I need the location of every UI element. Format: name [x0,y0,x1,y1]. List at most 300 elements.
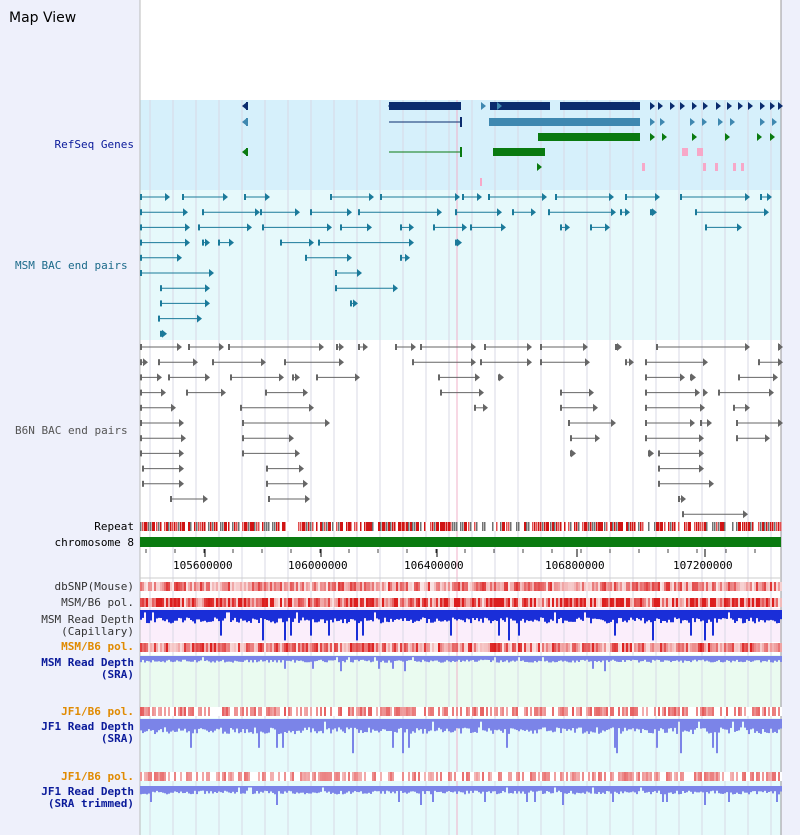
msm-pol-sra-bin [284,643,286,652]
bac-end [242,450,244,456]
jf1-depth-bin [564,719,566,729]
msm-depth-sra-bin [750,656,752,662]
repeat-mark [760,522,762,531]
repeat-mark [732,522,734,531]
jf1-pol-bin [676,707,678,716]
msm-pol-bin [450,598,452,607]
jf1-pol-trim-bin [178,772,180,781]
dbsnp-bin [692,582,694,591]
jf1-pol-trim-bin [696,772,698,781]
jf1-trim-bin [294,786,296,794]
dbsnp-bin [308,582,310,591]
msm-depth-sra-bin [346,656,348,660]
jf1-trim-bin [282,786,284,794]
repeat-mark [588,522,590,531]
dbsnp-bin [744,582,746,591]
msm-depth-cap-bin [748,610,750,621]
msm-depth-sra-bin [172,656,174,662]
jf1-depth-bin [418,719,420,730]
jf1-pol-trim-bin [576,772,578,781]
dbsnp-bin [642,582,644,591]
msm-pol-bin [404,598,406,607]
jf1-pol-trim-bin [302,772,304,781]
msm-pol-sra-bin [460,643,462,652]
bac-end [380,194,382,200]
msm-depth-cap-bin [340,610,342,620]
jf1-depth-bin [164,719,166,727]
jf1-depth-bin [370,719,372,733]
bac-end [625,359,627,365]
jf1-pol-trim-bin [776,772,778,781]
dbsnp-bin [334,582,336,591]
dbsnp-bin [328,582,330,591]
jf1-pol-bin [264,707,266,716]
msm-depth-sra-bin [710,656,712,662]
msm-pol-sra-bin [206,643,208,652]
jf1-pol-bin [166,707,168,716]
msm-depth-sra-bin [766,656,768,662]
msm-pol-bin [776,598,778,607]
dbsnp-bin [596,582,598,591]
msm-pol-sra-bin [598,643,600,652]
jf1-pol-bin [280,707,282,716]
jf1-pol-bin [238,707,240,716]
msm-pol-bin [340,598,342,607]
msm-depth-cap-bin [210,610,212,622]
msm-depth-sra-bin [550,656,552,662]
msm-pol-bin [420,598,422,607]
jf1-trim-bin [152,786,154,792]
jf1-pol-trim-bin [230,772,232,781]
dbsnp-bin [156,582,158,591]
jf1-trim-bin [308,786,310,793]
msm-pol-sra-bin [142,643,144,652]
bac-end [228,344,230,350]
msm-pol-sra-bin [470,643,472,652]
jf1-pol-bin [552,707,554,716]
jf1-pol-bin [486,707,488,716]
jf1-pol-trim-bin [730,772,732,781]
msm-depth-sra-bin [520,656,522,661]
jf1-pol-trim-bin [592,772,594,781]
refseq-genes-label[interactable]: RefSeq Genes [54,138,134,151]
msm-depth-sra-bin [310,656,312,662]
msm-pol-sra-bin [654,643,656,652]
jf1-depth-bin [280,719,282,733]
msm-pol-sra-bin [668,643,670,652]
dbsnp-bin [712,582,714,591]
jf1-pol-bin [464,707,466,716]
repeat-mark [242,522,244,531]
msm-pol-bin [448,598,450,607]
dbsnp-bin [624,582,626,591]
msm-pol-sra-bin [582,643,584,652]
msm-depth-cap-bin [716,610,718,623]
msm-pol-sra-bin [452,643,454,652]
dbsnp-bin [504,582,506,591]
jf1-pol-trim-bin [176,772,178,781]
jf1-pol-bin [704,707,706,716]
bac-end [140,359,142,365]
jf1-pol-bin [230,707,232,716]
dbsnp-bin [264,582,266,591]
jf1-pol-bin [250,707,252,716]
msm-depth-sra-bin [658,656,660,660]
jf1-trim-bin [542,786,544,794]
msm-pol-sra-bin [548,643,550,652]
dbsnp-bin [694,582,696,591]
jf1-depth-bin [224,719,226,732]
jf1-depth-bin [748,719,750,734]
msm-depth-cap-bin [244,610,246,620]
repeat-mark [768,522,770,531]
jf1-pol-bin [186,707,188,716]
msm-pol-bin [560,598,562,607]
dbsnp-bin [630,582,632,591]
bac-end [280,240,282,246]
msm-pol-bin [578,598,580,607]
msm-pol-sra-bin [660,643,662,652]
jf1-depth-bin [450,719,452,732]
msm-depth-sra-bin [670,656,672,662]
repeat-mark [638,522,640,531]
jf1-trim-bin [532,786,534,792]
jf1-trim-bin [478,786,480,792]
msm-depth-sra-bin [144,656,146,663]
msm-depth-cap-bin [706,610,708,623]
msm-pol-bin [348,598,350,607]
msm-pol-bin [402,598,404,607]
dbsnp-bin [762,582,764,591]
jf1-pol-trim-bin [556,772,558,781]
msm-depth-sra-bin [660,656,662,662]
jf1-pol-bin [314,707,316,716]
snp-mark [703,163,706,171]
msm-depth-sra-bin [184,656,186,660]
repeat-mark [316,522,318,531]
msm-depth-sra-bin [158,656,160,661]
jf1-trim-bin [370,786,372,794]
dbsnp-bin [732,582,734,591]
msm-pol-bin [630,598,632,607]
jf1-pol-bin [428,707,430,716]
jf1-depth-bin [162,719,164,732]
msm-depth-sra-bin [656,656,658,660]
jf1-pol-trim-bin [772,772,774,781]
jf1-depth-bin [416,719,418,728]
msm-pol-bin [412,598,414,607]
msm-depth-cap-bin [274,610,276,623]
jf1-trim-bin [318,786,320,793]
msm-pol-sra-bin [764,643,766,652]
jf1-pol-trim-bin [682,772,684,781]
jf1-trim-bin [340,786,342,791]
msm-depth-sra-bin [756,656,758,660]
msm-depth-cap-bin [578,610,580,618]
msm-pol-bin [184,598,186,607]
msm-depth-cap-bin [562,610,564,623]
msm-pol-bin [766,598,768,607]
repeat-mark [764,522,766,531]
jf1-pol-bin [294,707,296,716]
msm-depth-sra-bin [142,656,144,660]
jf1-depth-bin [580,719,582,728]
msm-depth-cap-bin [450,610,452,636]
jf1-pol-trim-bin [586,772,588,781]
dbsnp-bin [570,582,572,591]
msm-depth-sra-bin [366,656,368,661]
jf1-pol-trim-bin [318,772,320,781]
repeat-mark [546,522,549,531]
msm-pol-sra-bin [372,643,374,652]
msm-depth-sra-bin [358,656,360,661]
bac-end [656,344,658,350]
repeat-mark [322,522,324,531]
msm-depth-sra-bin [434,656,436,661]
jf1-pol-trim-bin [462,772,464,781]
dbsnp-bin [550,582,552,591]
msm-depth-sra-bin [344,656,346,662]
dbsnp-bin [664,582,666,591]
repeat-mark [464,522,467,531]
jf1-b6-pol-trim-label[interactable]: JF1/B6 pol. [61,770,134,783]
msm-pol-bin [248,598,250,607]
msm-depth-sra-bin [242,656,244,662]
msm-pol-sra-bin [768,643,770,652]
msm-pol-sra-bin [624,643,626,652]
jf1-pol-trim-bin [306,772,308,781]
jf1-pol-bin [652,707,654,716]
msm-depth-cap-bin [420,610,422,619]
jf1-pol-trim-bin [598,772,600,781]
msm-pol-bin [528,598,530,607]
jf1-depth-bin [648,719,650,733]
jf1-pol-bin [730,707,732,716]
dbsnp-bin [470,582,472,591]
msm-depth-sra-bin [568,656,570,662]
jf1-pol-bin [442,707,444,716]
dbsnp-bin [704,582,706,591]
jf1-trim-bin [190,786,192,794]
repeat-label[interactable]: Repeat [94,520,134,533]
jf1-depth-bin [140,719,142,730]
bac-end [736,435,738,441]
msm-bac-label[interactable]: MSM BAC end pairs [15,259,128,272]
msm-pol-bin [324,598,326,607]
msm-depth-cap-bin [758,610,760,622]
jf1-pol-trim-bin [150,772,152,781]
jf1-pol-bin [394,707,396,716]
msm-depth-sra-bin [740,656,742,662]
jf1-trim-bin [196,786,198,794]
msm-pol-bin [358,598,360,607]
msm-pol-bin [654,598,656,607]
msm-pol-bin [744,598,746,607]
repeat-mark [276,522,278,531]
repeat-mark [432,522,434,531]
msm-pol-bin [498,598,500,607]
msm-depth-sra-bin [166,656,168,661]
msm-pol-sra-bin [562,643,564,652]
dbsnp-bin [378,582,380,591]
msm-depth-cap-bin [736,610,738,621]
msm-pol-bin [504,598,506,607]
jf1-trim-bin [332,786,334,793]
jf1-depth-bin [346,719,348,727]
dbsnp-label[interactable]: dbSNP(Mouse) [54,580,134,593]
msm-depth-sra-bin [586,656,588,660]
jf1-pol-bin [710,707,712,716]
repeat-mark [700,522,702,531]
jf1-pol-bin [484,707,486,716]
jf1-pol-trim-bin [220,772,222,781]
msm-depth-sra-bin [632,656,634,660]
jf1-pol-trim-bin [152,772,154,781]
jf1-trim-bin [388,786,390,791]
jf1-pol-trim-bin [160,772,162,781]
msm-pol-sra-bin [750,643,752,652]
bac-end [158,316,160,322]
jf1-pol-bin [244,707,246,716]
msm-pol-bin [494,598,496,607]
jf1-trim-bin [700,786,702,792]
msm-pol-sra-bin [606,643,608,652]
msm-depth-sra-bin [738,656,740,662]
msm-pol-sra-bin [434,643,436,652]
msm-pol-bin [362,598,364,607]
msm-pol-sra-bin [420,643,422,652]
jf1-depth-bin [688,719,690,732]
dbsnp-bin [738,582,740,591]
msm-depth-cap-bin [612,610,614,620]
msm-depth-cap-bin [176,610,178,621]
msm-pol-bin [242,598,244,607]
dbsnp-bin [142,582,144,591]
jf1-trim-bin [592,786,594,788]
msm-pol-bin [296,598,298,607]
jf1-depth-label-1[interactable]: JF1 Read Depth [41,720,134,733]
msm-depth-sra-bin [526,656,528,662]
msm-pol-sra-bin [662,643,664,652]
jf1-trim-label-1[interactable]: JF1 Read Depth [41,785,134,798]
b6n-bac-label[interactable]: B6N BAC end pairs [15,424,128,437]
msm-pol-sra-bin [714,643,716,652]
msm-pol-sra-bin [648,643,650,652]
msm-depth-sra-bin [256,656,258,662]
jf1-pol-bin [402,707,404,716]
repeat-mark [328,522,331,531]
msm-depth-cap-label-1[interactable]: MSM Read Depth [41,613,134,626]
jf1-depth-bin [266,719,268,733]
msm-depth-cap-bin [714,610,716,618]
msm-depth-sra-bin [300,656,302,661]
bac-end [140,209,142,215]
jf1-pol-trim-bin [612,772,614,781]
jf1-depth-bin [598,719,600,734]
jf1-pol-trim-bin [322,772,324,781]
msm-pol-bin [756,598,758,607]
jf1-pol-bin [748,707,750,716]
jf1-depth-bin [168,719,170,733]
dbsnp-bin [166,582,168,591]
dbsnp-bin [490,582,492,591]
jf1-pol-bin [398,707,400,716]
msm-pol-bin [740,598,742,607]
jf1-pol-trim-bin [706,772,708,781]
dbsnp-bin [436,582,438,591]
msm-depth-cap-bin [200,610,202,622]
jf1-pol-trim-bin [432,772,434,781]
dbsnp-bin [644,582,646,591]
dbsnp-bin [622,582,624,591]
msm-pol-bin [330,598,332,607]
jf1-pol-bin [694,707,696,716]
msm-depth-cap-bin [338,610,340,621]
msm-depth-cap-bin [432,610,434,623]
msm-depth-sra-bin [318,656,320,660]
jf1-depth-bin-spike [616,719,618,753]
msm-depth-cap-bin [148,610,150,623]
msm-depth-cap-bin [358,610,360,623]
dbsnp-bin [426,582,428,591]
jf1-depth-bin [444,719,446,731]
jf1-trim-bin [710,786,712,791]
msm-pol-sra-bin [426,643,428,652]
dbsnp-bin [620,582,622,591]
msm-depth-sra-bin [436,656,438,660]
jf1-b6-pol-label[interactable]: JF1/B6 pol. [61,705,134,718]
msm-pol-bin [652,598,654,607]
msm-pol-bin [208,598,210,607]
msm-depth-cap-bin-spike [284,610,286,640]
repeat-mark [308,522,310,531]
dbsnp-bin [292,582,294,591]
jf1-depth-bin [720,719,722,728]
msm-depth-cap-bin [440,610,442,622]
msm-depth-cap-bin [480,610,482,619]
repeat-mark [364,522,366,531]
bac-end [474,405,476,411]
msm-depth-sra-bin [686,656,688,661]
jf1-pol-trim-bin [630,772,632,781]
msm-depth-sra-bin [498,656,500,663]
bac-end [358,344,360,350]
bac-end [335,270,337,276]
msm-depth-cap-bin [594,610,596,619]
msm-depth-sra-bin [558,656,560,661]
dbsnp-bin [434,582,436,591]
jf1-depth-bin [364,719,366,732]
bac-end [568,420,570,426]
jf1-trim-bin [616,786,618,793]
jf1-pol-trim-bin [468,772,470,781]
repeat-mark [508,522,510,531]
msm-depth-cap-bin [678,610,680,618]
msm-depth-cap-bin [570,610,572,622]
bac-end [358,209,360,215]
msm-b6-pol-sra-label[interactable]: MSM/B6 pol. [61,640,134,653]
repeat-mark [264,522,266,531]
jf1-trim-bin [456,786,458,794]
jf1-trim-bin [670,786,672,792]
jf1-trim-bin [426,786,428,791]
msm-depth-cap-bin [314,610,316,622]
msm-b6-pol-label[interactable]: MSM/B6 pol. [61,596,134,609]
msm-pol-bin [612,598,614,607]
msm-depth-sra-label-1[interactable]: MSM Read Depth [41,656,134,669]
repeat-mark [298,522,300,531]
msm-depth-sra-bin [488,656,490,660]
